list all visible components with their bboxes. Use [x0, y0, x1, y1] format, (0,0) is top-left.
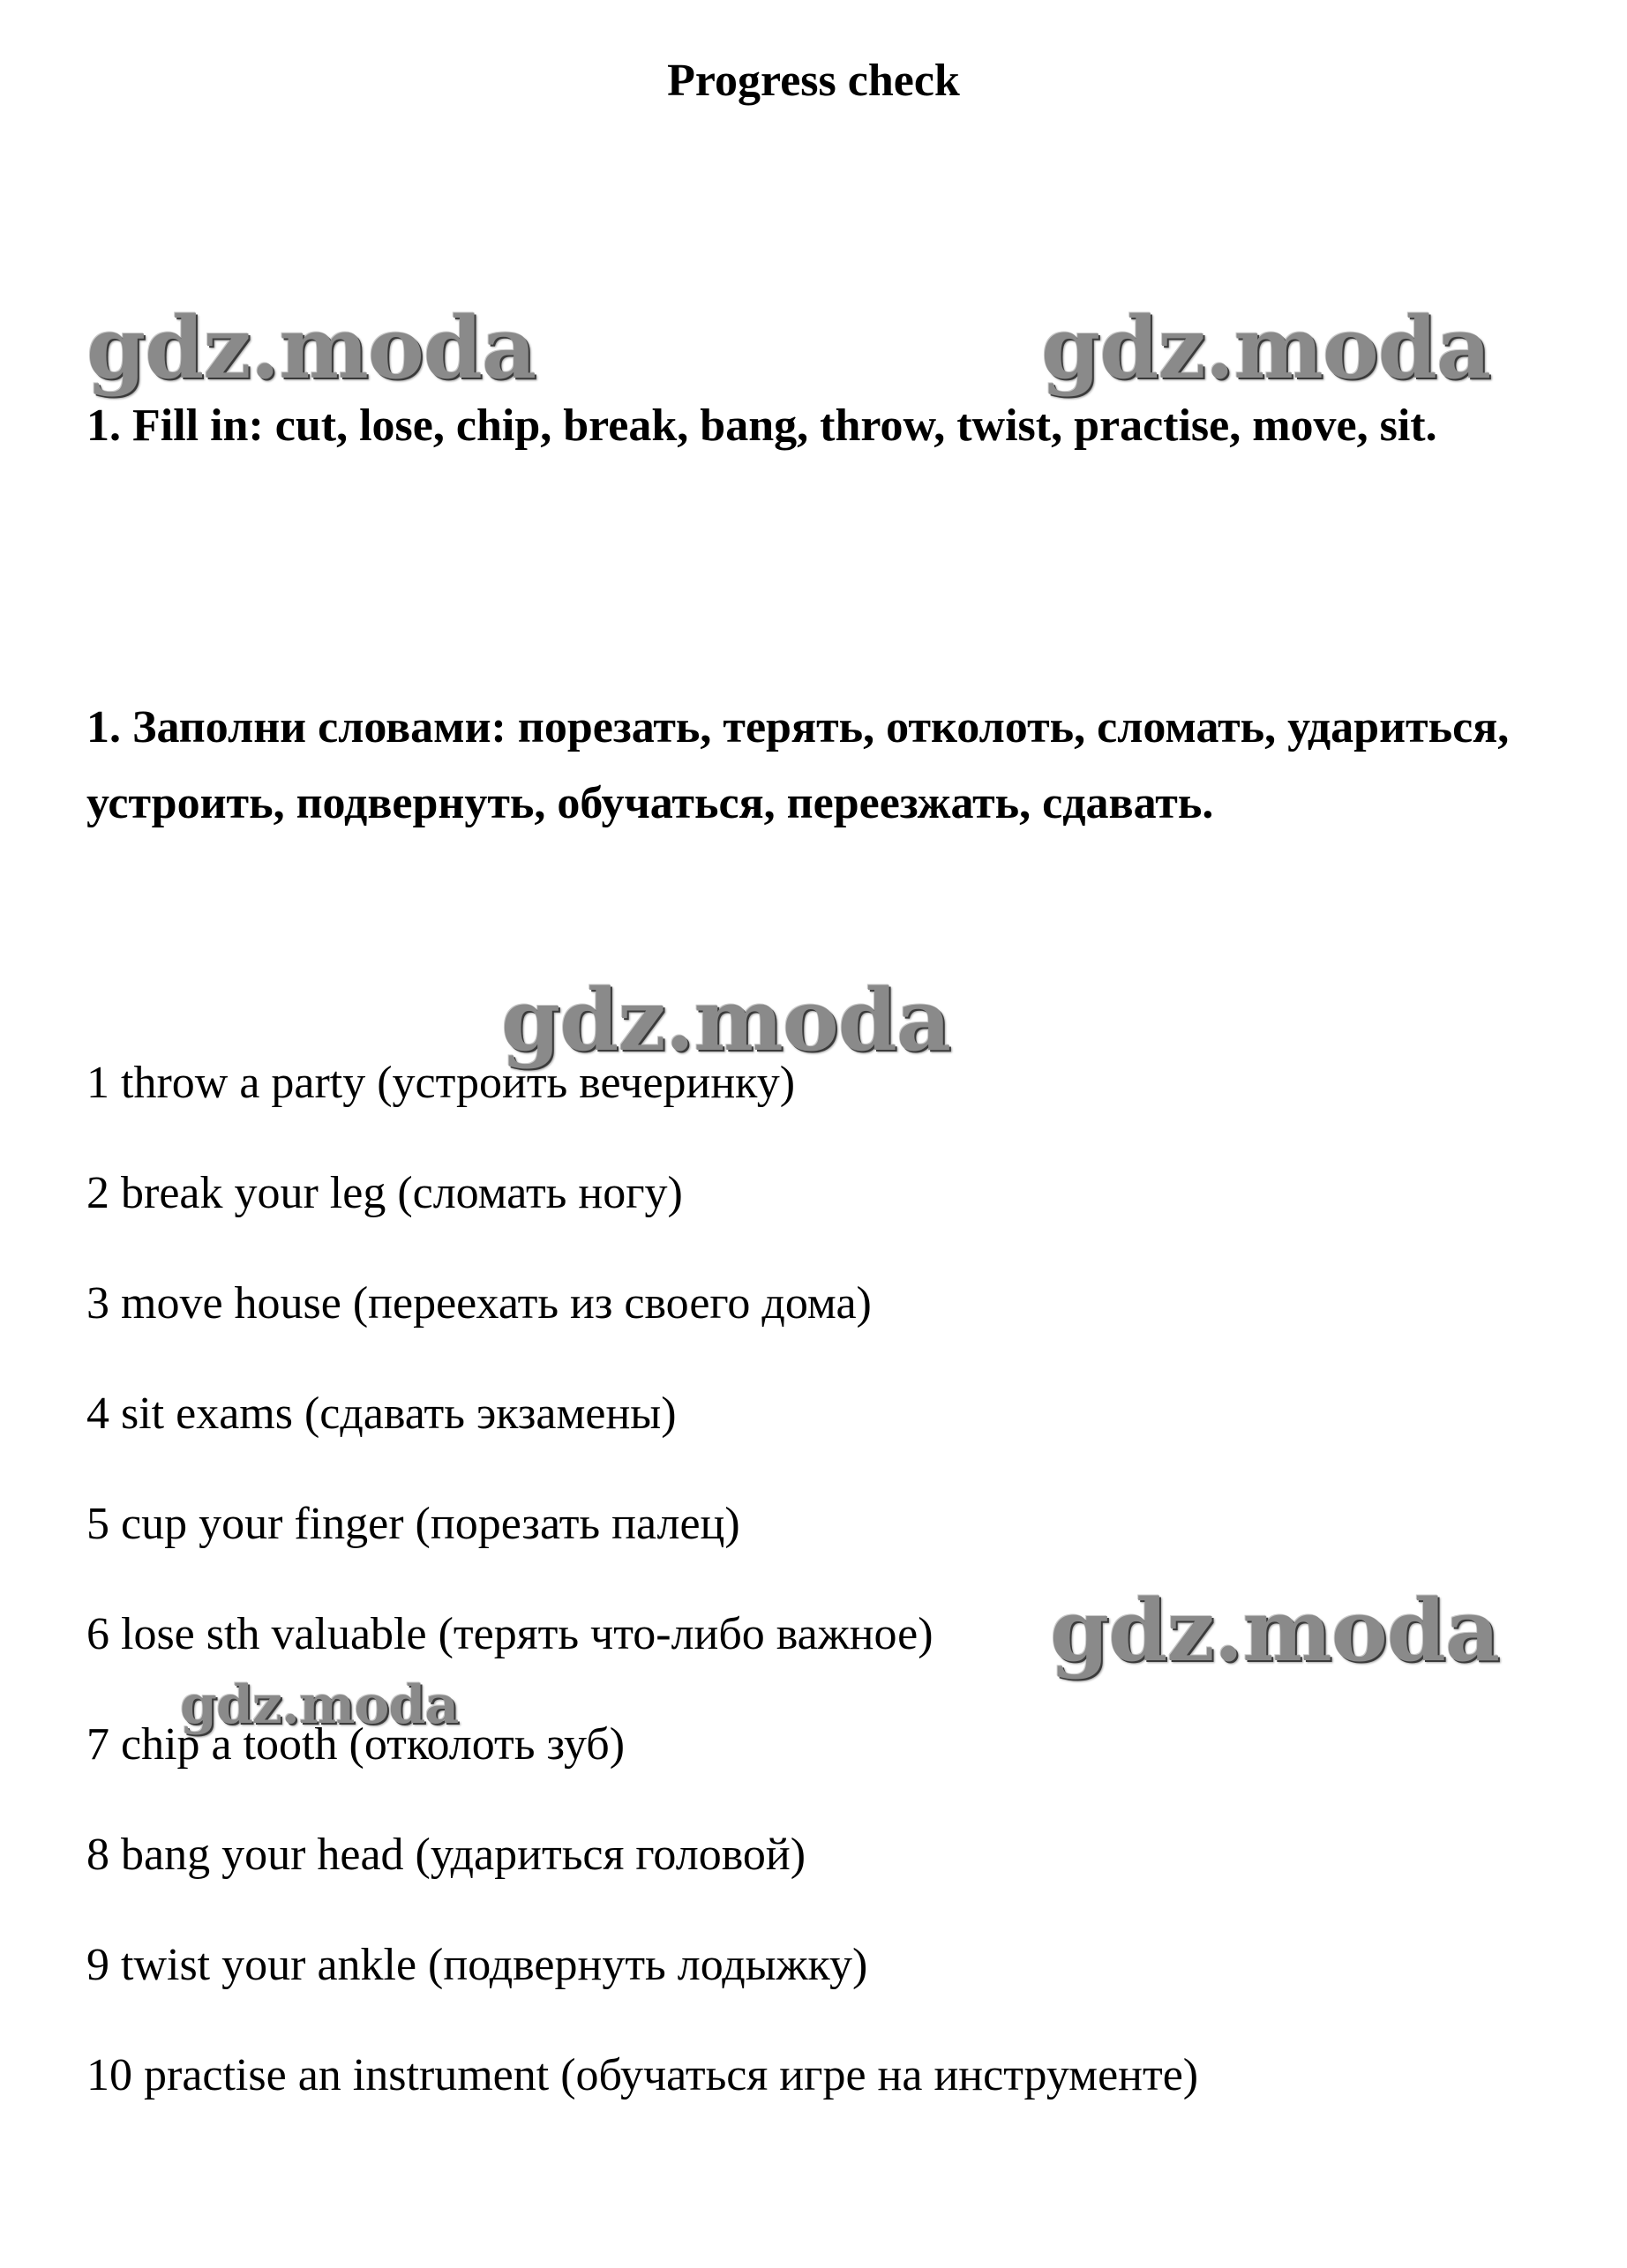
answer-item: 2 break your leg (сломать ногу): [86, 1168, 683, 1218]
watermark-logo: gdz.moda: [501, 970, 951, 1070]
task-instruction-english: 1. Fill in: cut, lose, chip, break, bang, throw, twist, practise, move, sit.: [86, 400, 1437, 451]
task-instruction-russian: 1. Заполни словами: порезать, терять, отколоть, сломать, удариться, устроить, подвернуть, обучаться, переезжать, сдавать.: [86, 702, 1510, 828]
watermark-logo: gdz.moda: [1050, 1581, 1500, 1680]
watermark-logo: gdz.moda: [180, 1674, 459, 1736]
answer-item: 3 move house (переехать из своего дома): [86, 1278, 872, 1329]
watermark-logo: gdz.moda: [86, 298, 536, 398]
answer-item: 5 cup your finger (порезать палец): [86, 1499, 740, 1549]
answer-item: 7 chip a tooth (отколоть зуб): [86, 1719, 626, 1770]
answer-item: 6 lose sth valuable (терять что-либо важное): [86, 1609, 933, 1659]
answer-item: 8 bang your head (удариться головой): [86, 1830, 806, 1880]
answer-item: 10 practise an instrument (обучаться игре на инструменте): [86, 2050, 1199, 2100]
answer-list: [86, 1057, 1542, 2159]
answer-item: 4 sit exams (сдавать экзамены): [86, 1388, 677, 1439]
page-title: Progress check: [667, 56, 960, 106]
answer-item: 9 twist your ankle (подвернуть лодыжку): [86, 1940, 868, 1990]
answer-item: 1 throw a party (устроить вечеринку): [86, 1058, 796, 1108]
watermark-logo: gdz.moda: [1041, 298, 1491, 398]
